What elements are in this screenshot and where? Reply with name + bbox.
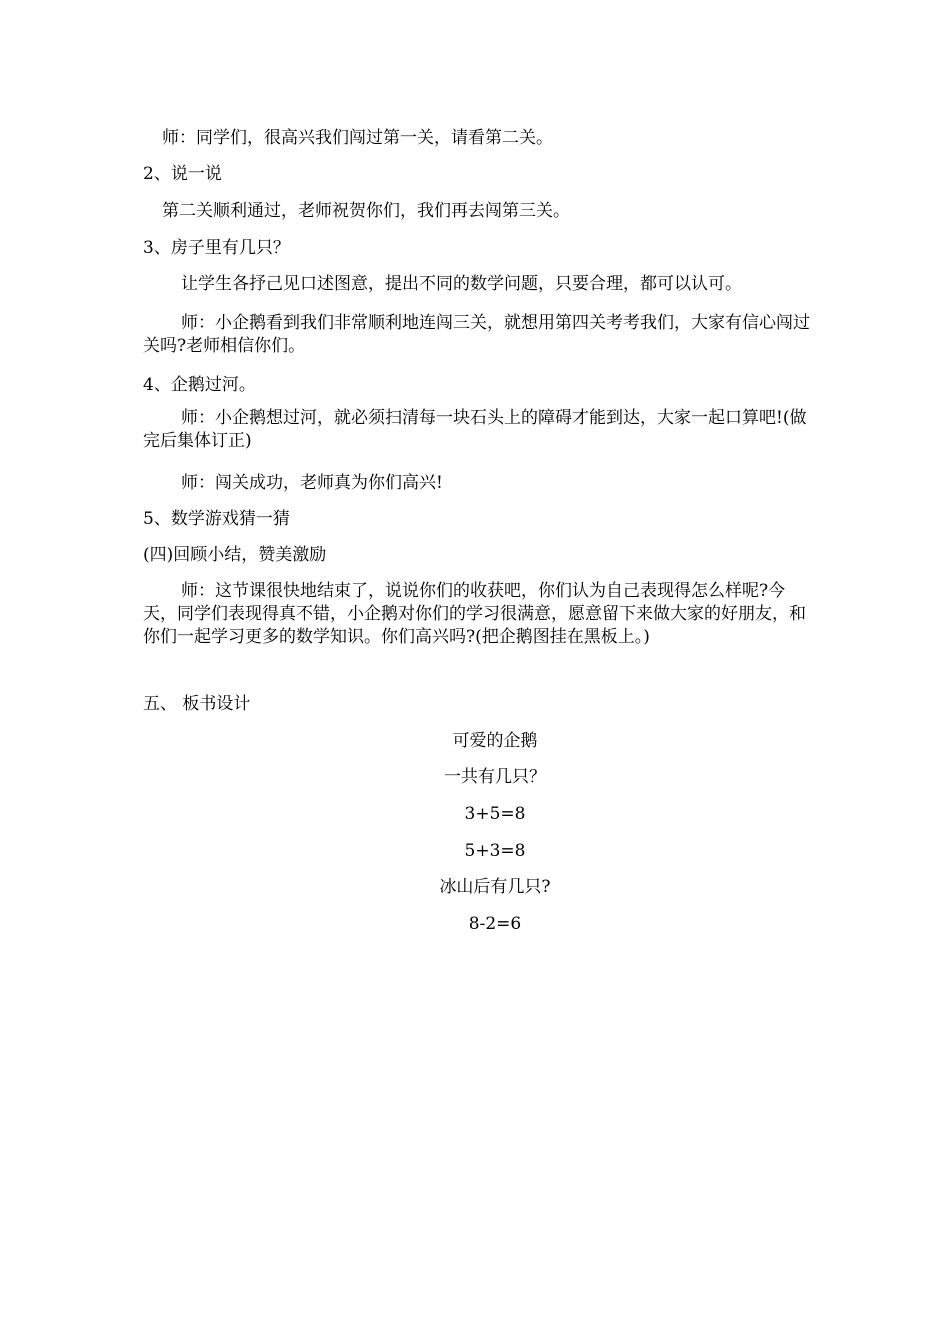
heading-say-it: 2、说一说 (143, 164, 222, 184)
paragraph-river-crossing: 师：小企鹅想过河，就必须扫清每一块石头上的障碍才能到达，大家一起口算吧!(做完后集体订正) (143, 408, 807, 451)
heading-board-design: 五、 板书设计 (143, 694, 251, 714)
heading-house-count: 3、房子里有几只？ (143, 238, 290, 258)
board-equation-2: 5+3=8 (464, 841, 526, 861)
heading-guess-game: 5、数学游戏猜一猜 (143, 509, 290, 529)
board-title: 可爱的企鹅 (452, 731, 538, 751)
board-equation-3: 8-2=6 (468, 914, 522, 934)
paragraph-fourth-level: 师：小企鹅看到我们非常顺利地连闯三关，就想用第四关考考我们，大家有信心闯过关吗?老师相信你们。 (143, 313, 810, 356)
heading-penguin-cross-river: 4、企鹅过河。 (143, 375, 256, 395)
paragraph-teacher-second-level: 师：同学们，很高兴我们闯过第一关，请看第二关。 (162, 128, 553, 148)
board-question-behind-iceberg: 冰山后有几只? (439, 877, 551, 897)
paragraph-third-level: 第二关顺利通过，老师祝贺你们，我们再去闯第三关。 (162, 201, 570, 221)
heading-review-summary: (四)回顾小结，赞美激励 (143, 545, 327, 565)
paragraph-success: 师：闯关成功，老师真为你们高兴! (181, 473, 443, 493)
paragraph-summary: 师：这节课很快地结束了，说说你们的收获吧，你们认为自己表现得怎么样呢?今天，同学们表现得真不错，小企鹅对你们的学习很满意，愿意留下来做大家的好朋友，和你们一起学习更多的数学知识。你们高兴吗?(把企鹅图挂在黑板上。) (143, 581, 806, 647)
paragraph-student-discussion: 让学生各抒己见口述图意，提出不同的数学问题，只要合理，都可以认可。 (181, 274, 742, 294)
board-question-total: 一共有几只？ (444, 767, 546, 787)
board-equation-1: 3+5=8 (464, 804, 526, 824)
